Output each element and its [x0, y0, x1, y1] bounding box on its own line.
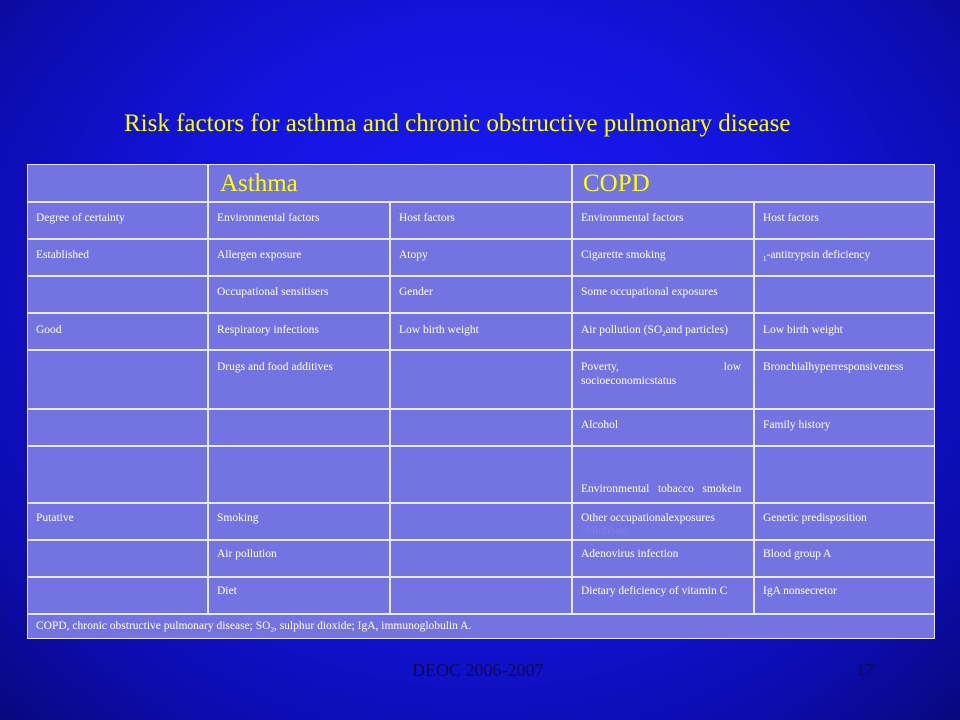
table-cell: Poverty, low socioeconomicstatus — [573, 351, 753, 408]
table-cell: Air pollution ($SO_2and$ particles) — [573, 314, 753, 349]
table-cell — [209, 410, 389, 445]
asthma-heading: Asthma — [220, 170, 298, 197]
table-cell: Dietary deficiency of vitamin C — [573, 578, 753, 613]
certainty-cell — [28, 277, 207, 312]
table-cell — [391, 410, 571, 445]
certainty-cell — [28, 351, 207, 408]
table-cell: Cigarette smoking — [573, 240, 753, 275]
table-cell: IgA nonsecretor — [755, 578, 934, 613]
table-cell: Diet — [209, 578, 389, 613]
table-cell: Family history — [755, 410, 934, 445]
table-cell: Low birth weight — [391, 314, 571, 349]
table-corner-cell — [28, 165, 207, 201]
column-header: Host factors — [391, 203, 571, 238]
table-footnote: COPD, chronic obstructive pulmonary disease; $SO_2$, sulphur dioxide; IgA, immunoglobulin A. — [28, 615, 934, 638]
table-cell — [391, 351, 571, 408]
column-header: Host factors — [755, 203, 934, 238]
table-cell — [755, 447, 934, 502]
table-cell — [755, 277, 934, 312]
table-cell: Other occupationalexposures — [573, 504, 753, 539]
table-cell: Occupational sensitisers — [209, 277, 389, 312]
table-cell — [209, 447, 389, 502]
table-cell — [391, 541, 571, 576]
certainty-cell — [28, 447, 207, 502]
footer-course-label: DEOC 2006-2007 — [412, 660, 544, 680]
table-cell: Air pollution — [209, 541, 389, 576]
risk-factor-table — [27, 164, 935, 639]
certainty-cell — [28, 410, 207, 445]
table-cell: Low birth weight — [755, 314, 934, 349]
table-cell: Atopy — [391, 240, 571, 275]
table-cell: Drugs and food additives — [209, 351, 389, 408]
column-header: Environmental factors — [209, 203, 389, 238]
table-cell — [391, 504, 571, 539]
table-cell: Smoking — [209, 504, 389, 539]
table-cell: Genetic predisposition — [755, 504, 934, 539]
table-cell: Respiratory infections — [209, 314, 389, 349]
table-cell: Blood group A — [755, 541, 934, 576]
table-cell: Alcohol — [573, 410, 753, 445]
table-cell — [391, 447, 571, 502]
column-header: Degree of certainty — [28, 203, 207, 238]
page-number: 17 — [856, 660, 874, 680]
certainty-cell: Established — [28, 240, 207, 275]
table-cell: Adenovirus infection — [573, 541, 753, 576]
certainty-cell: Putative — [28, 504, 207, 539]
column-header: Environmental factors — [573, 203, 753, 238]
slide-title: Risk factors for asthma and chronic obstructive pulmonary disease — [124, 110, 791, 137]
certainty-cell: Good — [28, 314, 207, 349]
table-cell: Gender — [391, 277, 571, 312]
certainty-cell — [28, 541, 207, 576]
table-cell: Environmental tobacco smokein — [573, 447, 753, 502]
table-cell: Allergen exposure — [209, 240, 389, 275]
certainty-cell — [28, 578, 207, 613]
table-cell: Some occupational exposures — [573, 277, 753, 312]
table-cell — [391, 578, 571, 613]
table-cell: Bronchialhyperresponsiveness — [755, 351, 934, 408]
table-cell: $_1$-antitrypsin deficiency — [755, 240, 934, 275]
copd-heading: COPD — [583, 170, 650, 197]
